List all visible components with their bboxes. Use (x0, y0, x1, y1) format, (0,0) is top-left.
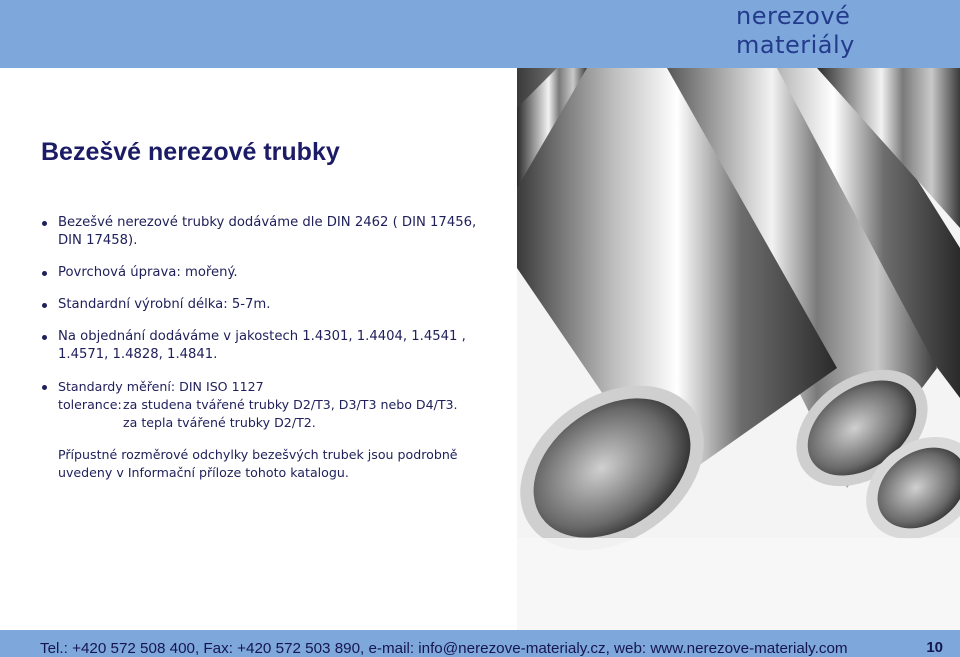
bullet-grades (40, 328, 510, 364)
note-paragraph (40, 446, 510, 482)
bullet-list (40, 214, 510, 482)
page-title: Bezešvé nerezové trubky (41, 138, 340, 166)
company-logo[interactable] (736, 2, 856, 64)
bullet-text: Standardy měření: DIN ISO 1127 (58, 379, 264, 394)
bullet-text: Povrchová úprava: mořený. (58, 265, 238, 280)
tolerance-hot: za tepla tvářené trubky D2/T2. (123, 415, 316, 430)
bullet-text: Standardní výrobní délka: 5-7m. (58, 297, 271, 312)
bullet-text: 1.4571, 1.4828, 1.4841. (58, 347, 218, 362)
bullet-text: Bezešvé nerezové trubky dodáváme dle DIN 2462 ( DIN 17456, (58, 215, 477, 230)
tolerance-cold: za studena tvářené trubky D2/T3, D3/T3 nebo D4/T3. (123, 397, 458, 412)
bullet-surface (40, 264, 510, 282)
bullet-length (40, 296, 510, 314)
bullet-text: Na objednání dodáváme v jakostech 1.4301, 1.4404, 1.4541 , (58, 329, 466, 344)
logo-line-1: nerezové (736, 2, 851, 30)
note-line: Přípustné rozměrové odchylky bezešvých trubek jsou podrobně (58, 447, 458, 462)
bullet-text: DIN 17458). (58, 233, 138, 248)
bullet-measurement (40, 378, 510, 432)
steel-tubes-photo (517, 68, 960, 630)
tolerance-row (58, 396, 510, 414)
contact-info: Tel.: +420 572 508 400, Fax: +420 572 503 890, e-mail: info@nerezove-materialy.cz, web: www.nerezove-materialy.com (40, 640, 848, 657)
page-number: 10 (926, 639, 943, 656)
tolerance-label: tolerance: (58, 397, 122, 412)
bullet-standard (40, 214, 510, 250)
logo-line-2: materiály (736, 31, 855, 59)
footer-bar (0, 630, 960, 657)
header-bar (0, 0, 960, 68)
note-line: uvedeny v Informační příloze tohoto katalogu. (58, 465, 349, 480)
